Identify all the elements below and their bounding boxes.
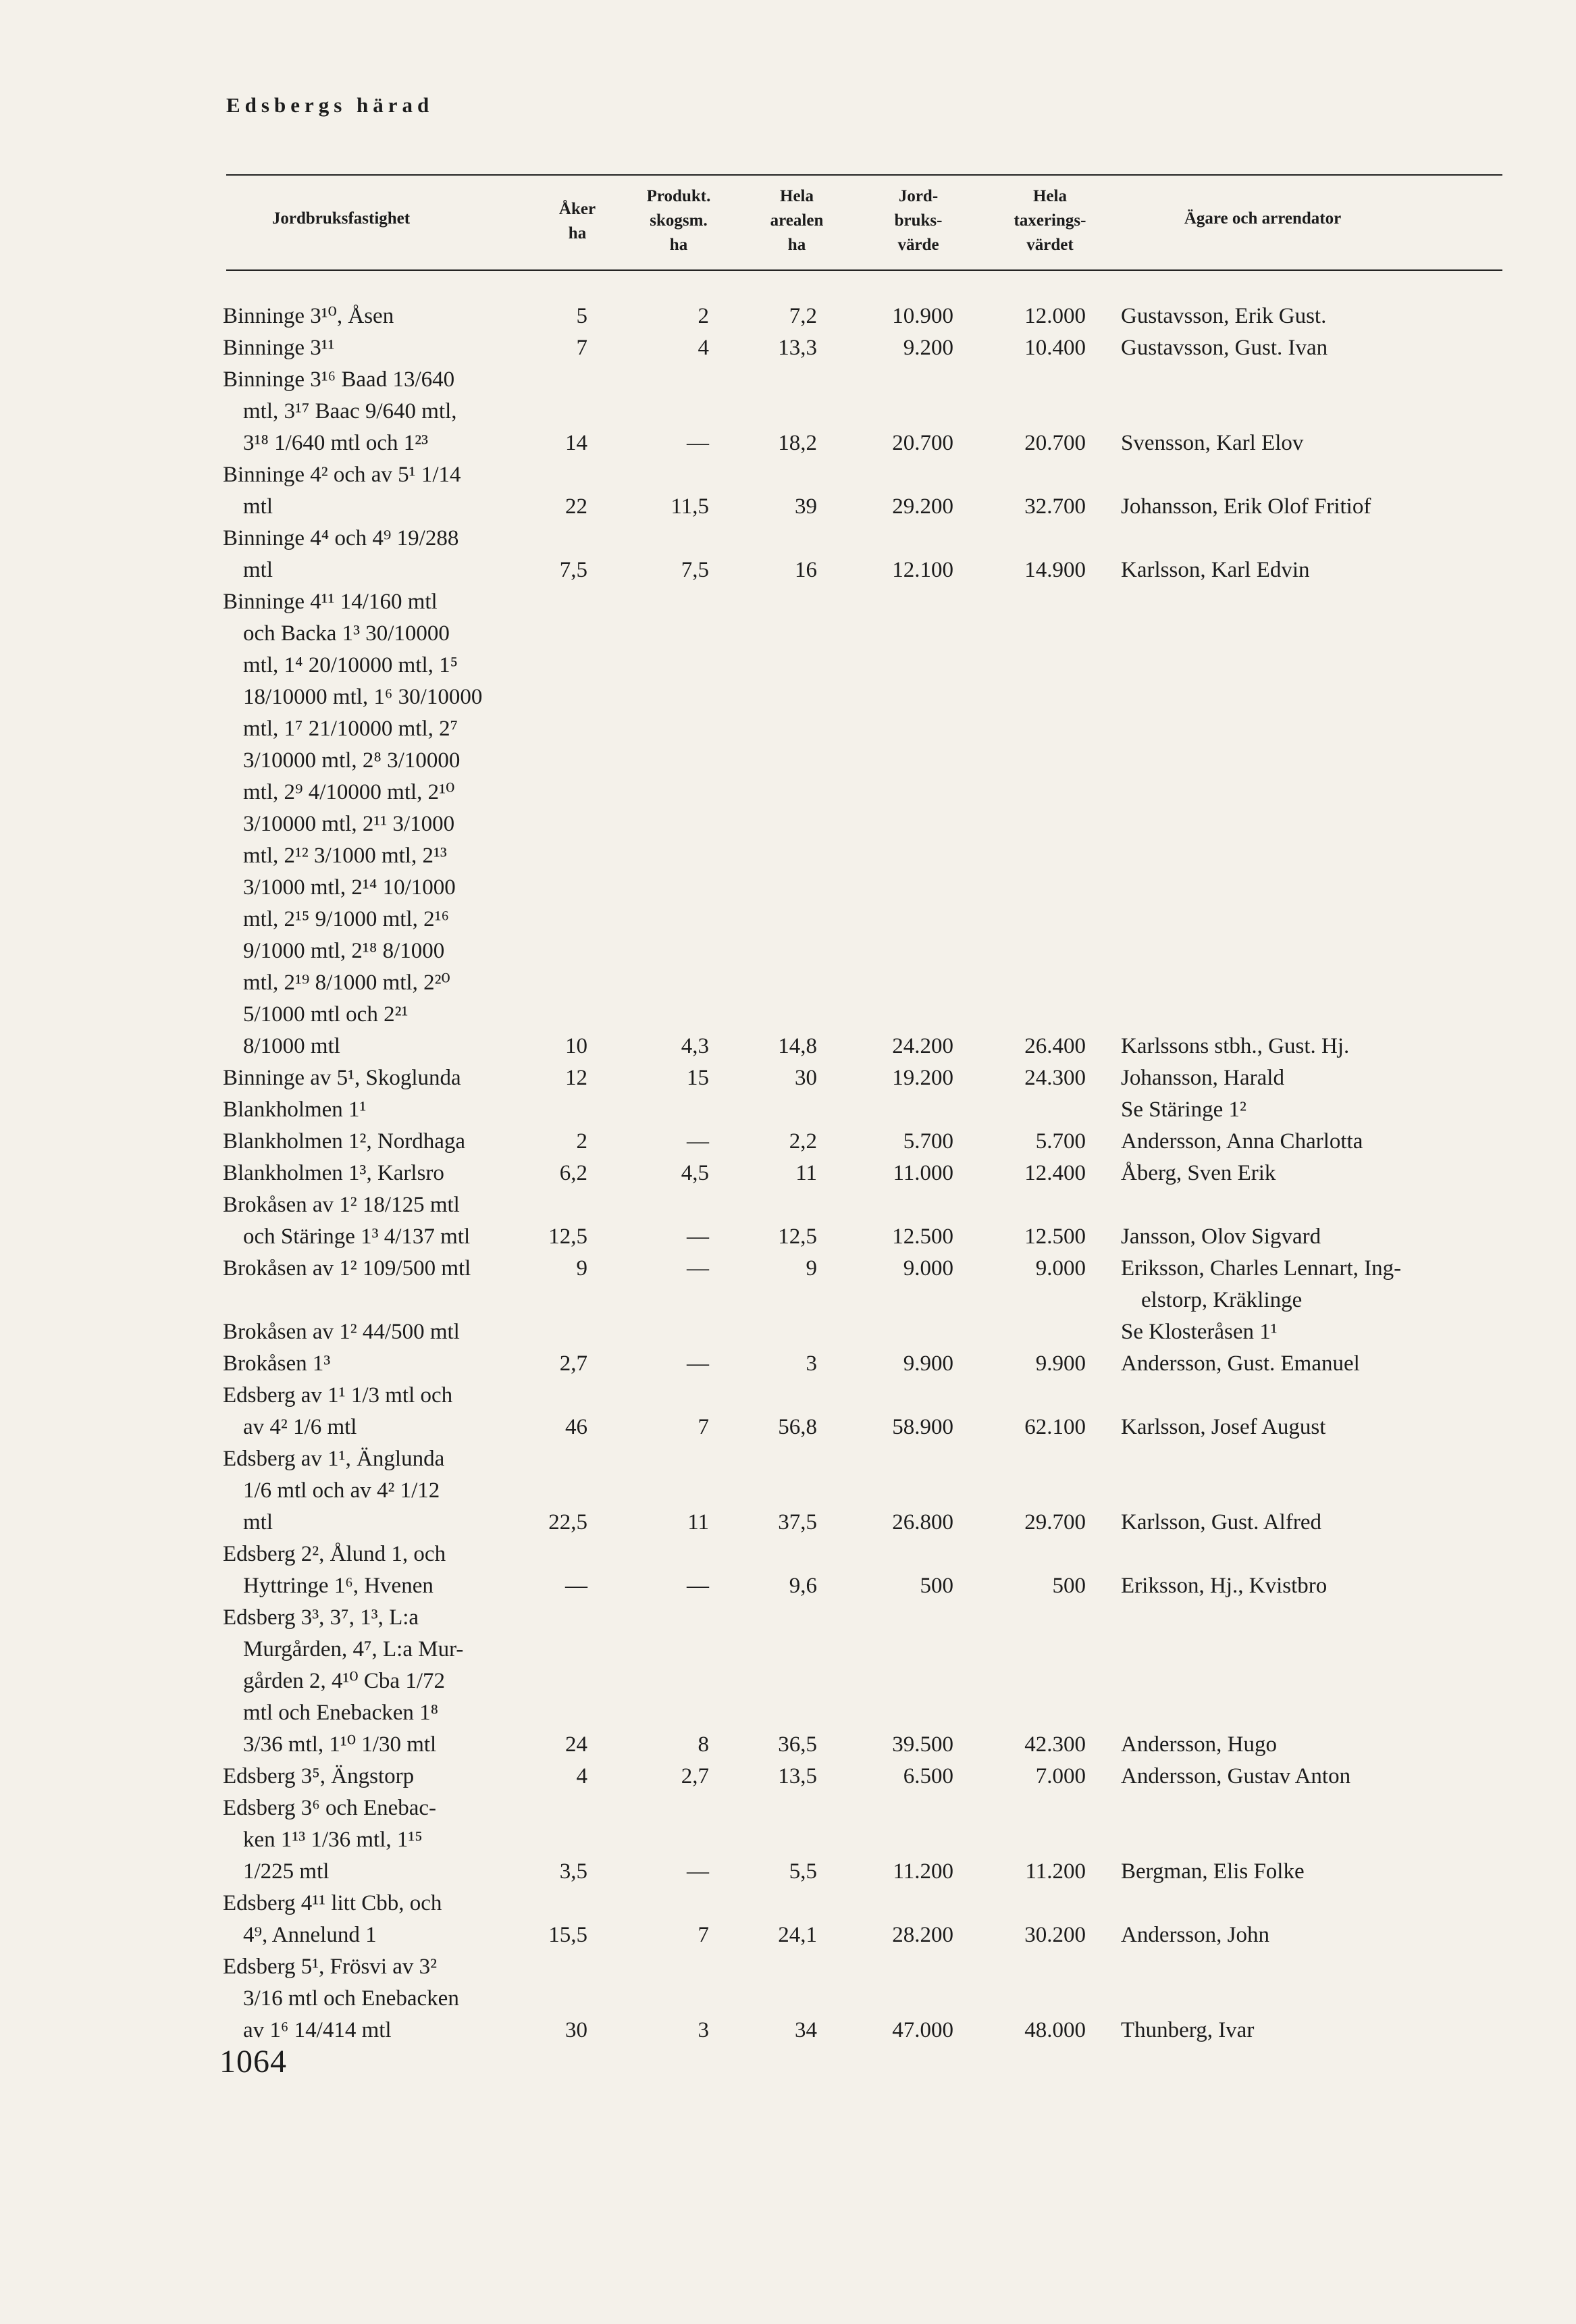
property-name-line: 3/36 mtl, 1¹⁰ 1/30 mtl (243, 1732, 437, 1757)
property-name-line: mtl och Enebacken 1⁸ (243, 1701, 439, 1725)
value-skog: 2 (698, 304, 709, 328)
property-name-line: ken 1¹³ 1/36 mtl, 1¹⁵ (243, 1828, 423, 1852)
value-jord: 11.200 (893, 1859, 953, 1884)
value-aker: — (565, 1574, 587, 1598)
value-jord: 11.000 (893, 1161, 953, 1185)
value-jord: 12.500 (892, 1224, 953, 1249)
owner-name-line: Johansson, Erik Olof Fritiof (1121, 494, 1371, 519)
value-tax: 32.700 (1024, 494, 1086, 519)
owner-name-line: Andersson, Gustav Anton (1121, 1764, 1351, 1788)
value-areal: 9 (806, 1256, 817, 1281)
value-jord: 58.900 (892, 1415, 953, 1439)
property-name-line: 3/10000 mtl, 2¹¹ 3/1000 (243, 812, 455, 836)
col-head-owner: Ägare och arrendator (1184, 209, 1342, 228)
value-jord: 39.500 (892, 1732, 953, 1757)
value-aker: 5 (576, 304, 587, 328)
value-aker: 10 (565, 1034, 587, 1058)
value-areal: 13,3 (778, 336, 817, 360)
col-head-property: Jordbruksfastighet (271, 209, 411, 228)
value-areal: 13,5 (778, 1764, 817, 1788)
property-name-line: Binninge 3¹⁶ Baad 13/640 (223, 367, 455, 392)
value-tax: 62.100 (1024, 1415, 1086, 1439)
property-name-line: Brokåsen av 1² 18/125 mtl (223, 1193, 460, 1217)
value-jord: 9.200 (903, 336, 953, 360)
value-jord: 19.200 (892, 1066, 953, 1090)
value-aker: 12 (565, 1066, 587, 1090)
property-name-line: mtl (243, 1510, 273, 1534)
value-areal: 12,5 (778, 1224, 817, 1249)
owner-name-line: Karlssons stbh., Gust. Hj. (1121, 1034, 1350, 1058)
property-name-line: Binninge 3¹⁰, Åsen (223, 304, 394, 328)
property-name-line: Binninge 4⁴ och 4⁹ 19/288 (223, 526, 459, 550)
property-name-line: Edsberg av 1¹, Änglunda (223, 1447, 445, 1471)
property-name-line: Edsberg 3³, 3⁷, 1³, L:a (223, 1605, 419, 1630)
property-name-line: 18/10000 mtl, 1⁶ 30/10000 (243, 685, 483, 709)
value-jord: 47.000 (892, 2018, 953, 2042)
value-areal: 14,8 (778, 1034, 817, 1058)
value-jord: 500 (920, 1574, 953, 1598)
value-skog: 7,5 (681, 558, 709, 582)
value-areal: 39 (795, 494, 817, 519)
property-name-line: mtl (243, 558, 273, 582)
property-name-line: 3/16 mtl och Enebacken (243, 1986, 459, 2011)
property-name-line: av 4² 1/6 mtl (243, 1415, 357, 1439)
value-tax: 24.300 (1024, 1066, 1086, 1090)
value-skog: — (687, 1351, 709, 1376)
value-aker: 7,5 (559, 558, 587, 582)
property-name-line: 8/1000 mtl (243, 1034, 340, 1058)
value-tax: 9.900 (1035, 1351, 1086, 1376)
value-aker: 7 (576, 336, 587, 360)
property-name-line: Edsberg 3⁵, Ängstorp (223, 1764, 415, 1788)
property-name-line: Binninge 4¹¹ 14/160 mtl (223, 590, 438, 614)
value-skog: 4,3 (681, 1034, 709, 1058)
value-skog: 3 (698, 2018, 709, 2042)
value-aker: 2,7 (559, 1351, 587, 1376)
property-name-line: mtl, 1⁷ 21/10000 mtl, 2⁷ (243, 717, 458, 741)
property-name-line: 1/225 mtl (243, 1859, 330, 1884)
value-tax: 20.700 (1024, 431, 1086, 455)
property-name-line: mtl, 3¹⁷ Baac 9/640 mtl, (243, 399, 457, 423)
owner-name-line: Se Stäringe 1² (1121, 1098, 1246, 1122)
value-areal: 5,5 (789, 1859, 817, 1884)
property-name-line: Edsberg av 1¹ 1/3 mtl och (223, 1383, 453, 1408)
property-name-line: Brokåsen av 1² 44/500 mtl (223, 1320, 460, 1344)
value-aker: 12,5 (548, 1224, 587, 1249)
value-aker: 15,5 (548, 1923, 587, 1947)
value-areal: 3 (806, 1351, 817, 1376)
value-skog: 2,7 (681, 1764, 709, 1788)
owner-name-line: Andersson, John (1121, 1923, 1269, 1947)
value-tax: 48.000 (1024, 2018, 1086, 2042)
value-areal: 9,6 (789, 1574, 817, 1598)
property-name-line: Edsberg 3⁶ och Enebac- (223, 1796, 437, 1820)
value-skog: 7 (698, 1923, 709, 1947)
col-head-areal: Hela arealen ha (770, 187, 824, 254)
property-name-line: Edsberg 5¹, Frösvi av 3² (223, 1955, 438, 1979)
value-tax: 5.700 (1035, 1129, 1086, 1154)
property-name-line: 1/6 mtl och av 4² 1/12 (243, 1478, 440, 1503)
value-skog: — (687, 1256, 709, 1281)
col-head-skog: Produkt. skogsm. ha (646, 187, 711, 254)
owner-name-line: Andersson, Anna Charlotta (1121, 1129, 1363, 1154)
owner-name-line: Eriksson, Charles Lennart, Ing- (1121, 1256, 1402, 1281)
property-name-line: Hyttringe 1⁶, Hvenen (243, 1574, 434, 1598)
value-aker: 24 (565, 1732, 587, 1757)
value-areal: 36,5 (778, 1732, 817, 1757)
owner-name-line: Andersson, Hugo (1121, 1732, 1277, 1757)
value-areal: 16 (795, 558, 817, 582)
value-tax: 12.500 (1024, 1224, 1086, 1249)
value-jord: 24.200 (892, 1034, 953, 1058)
value-areal: 56,8 (778, 1415, 817, 1439)
property-name-line: mtl, 2¹² 3/1000 mtl, 2¹³ (243, 844, 447, 868)
property-name-line: Blankholmen 1¹ (223, 1098, 367, 1122)
owner-name-line: Eriksson, Hj., Kvistbro (1121, 1574, 1328, 1598)
value-tax: 29.700 (1024, 1510, 1086, 1534)
value-jord: 12.100 (892, 558, 953, 582)
value-skog: 15 (687, 1066, 709, 1090)
value-aker: 14 (565, 431, 587, 455)
owner-name-line: Se Klosteråsen 1¹ (1121, 1320, 1278, 1344)
property-name-line: 3¹⁸ 1/640 mtl och 1²³ (243, 431, 429, 455)
value-areal: 18,2 (778, 431, 817, 455)
property-name-line: 3/1000 mtl, 2¹⁴ 10/1000 (243, 875, 456, 900)
property-name-line: Binninge 4² och av 5¹ 1/14 (223, 463, 461, 487)
value-tax: 11.200 (1025, 1859, 1086, 1884)
value-tax: 7.000 (1035, 1764, 1086, 1788)
property-name-line: 4⁹, Annelund 1 (243, 1923, 377, 1947)
value-skog: 11,5 (671, 494, 709, 519)
value-areal: 7,2 (789, 304, 817, 328)
property-name-line: mtl, 1⁴ 20/10000 mtl, 1⁵ (243, 653, 458, 677)
property-name-line: Brokåsen 1³ (223, 1351, 331, 1376)
value-tax: 14.900 (1024, 558, 1086, 582)
property-name-line: mtl, 2⁹ 4/10000 mtl, 2¹⁰ (243, 780, 455, 804)
property-name-line: mtl (243, 494, 273, 519)
property-name-line: och Backa 1³ 30/10000 (243, 621, 450, 646)
value-tax: 42.300 (1024, 1732, 1086, 1757)
owner-name-line: Bergman, Elis Folke (1121, 1859, 1305, 1884)
value-areal: 11 (795, 1161, 817, 1185)
value-jord: 9.900 (903, 1351, 953, 1376)
property-name-line: mtl, 2¹⁵ 9/1000 mtl, 2¹⁶ (243, 907, 449, 931)
value-skog: 11 (687, 1510, 709, 1534)
value-jord: 9.000 (903, 1256, 953, 1281)
value-tax: 500 (1052, 1574, 1086, 1598)
value-skog: 8 (698, 1732, 709, 1757)
value-skog: — (687, 431, 709, 455)
property-name-line: av 1⁶ 14/414 mtl (243, 2018, 392, 2042)
value-tax: 12.000 (1024, 304, 1086, 328)
value-tax: 26.400 (1024, 1034, 1086, 1058)
owner-name-line: elstorp, Kräklinge (1141, 1288, 1303, 1312)
property-name-line: och Stäringe 1³ 4/137 mtl (243, 1224, 471, 1249)
value-areal: 24,1 (778, 1923, 817, 1947)
property-name-line: 5/1000 mtl och 2²¹ (243, 1002, 409, 1027)
property-name-line: Edsberg 2², Ålund 1, och (223, 1542, 446, 1566)
value-aker: 4 (576, 1764, 587, 1788)
property-name-line: Brokåsen av 1² 109/500 mtl (223, 1256, 471, 1281)
owner-name-line: Andersson, Gust. Emanuel (1121, 1351, 1360, 1376)
value-aker: 2 (576, 1129, 587, 1154)
value-jord: 20.700 (892, 431, 953, 455)
owner-name-line: Thunberg, Ivar (1121, 2018, 1255, 2042)
value-areal: 34 (795, 2018, 817, 2042)
running-head: Edsbergs härad (226, 93, 434, 117)
owner-name-line: Jansson, Olov Sigvard (1121, 1224, 1321, 1249)
value-skog: — (687, 1224, 709, 1249)
property-name-line: Binninge 3¹¹ (223, 336, 335, 360)
value-areal: 37,5 (778, 1510, 817, 1534)
value-aker: 6,2 (559, 1161, 587, 1185)
value-aker: 22 (565, 494, 587, 519)
property-name-line: Edsberg 4¹¹ litt Cbb, och (223, 1891, 442, 1915)
owner-name-line: Svensson, Karl Elov (1121, 431, 1304, 455)
value-jord: 29.200 (892, 494, 953, 519)
owner-name-line: Åberg, Sven Erik (1121, 1161, 1276, 1185)
value-tax: 30.200 (1024, 1923, 1086, 1947)
property-name-line: 9/1000 mtl, 2¹⁸ 8/1000 (243, 939, 445, 963)
owner-name-line: Gustavsson, Gust. Ivan (1121, 336, 1328, 360)
owner-name-line: Karlsson, Karl Edvin (1121, 558, 1310, 582)
value-jord: 26.800 (892, 1510, 953, 1534)
property-name-line: gården 2, 4¹⁰ Cba 1/72 (243, 1669, 445, 1693)
value-jord: 6.500 (903, 1764, 953, 1788)
value-jord: 10.900 (892, 304, 953, 328)
col-head-jord: Jord- bruks- värde (894, 187, 943, 254)
property-name-line: 3/10000 mtl, 2⁸ 3/10000 (243, 748, 461, 773)
property-name-line: Blankholmen 1³, Karlsro (223, 1161, 444, 1185)
value-skog: — (687, 1129, 709, 1154)
owner-name-line: Johansson, Harald (1121, 1066, 1284, 1090)
property-name-line: mtl, 2¹⁹ 8/1000 mtl, 2²⁰ (243, 971, 450, 995)
value-aker: 9 (576, 1256, 587, 1281)
value-aker: 46 (565, 1415, 587, 1439)
owner-name-line: Gustavsson, Erik Gust. (1121, 304, 1327, 328)
value-jord: 5.700 (903, 1129, 953, 1154)
col-head-tax: Hela taxerings- värdet (1014, 187, 1086, 254)
value-areal: 30 (795, 1066, 817, 1090)
value-tax: 12.400 (1024, 1161, 1086, 1185)
value-skog: 7 (698, 1415, 709, 1439)
property-name-line: Blankholmen 1², Nordhaga (223, 1129, 466, 1154)
value-tax: 9.000 (1035, 1256, 1086, 1281)
owner-name-line: Karlsson, Josef August (1121, 1415, 1326, 1439)
value-aker: 3,5 (559, 1859, 587, 1884)
value-aker: 22,5 (548, 1510, 587, 1534)
page-number: 1064 (219, 2044, 287, 2080)
value-aker: 30 (565, 2018, 587, 2042)
property-name-line: Binninge av 5¹, Skoglunda (223, 1066, 461, 1090)
col-head-aker: Åker ha (558, 200, 596, 242)
value-areal: 2,2 (789, 1129, 817, 1154)
value-skog: — (687, 1859, 709, 1884)
property-name-line: Murgården, 4⁷, L:a Mur- (243, 1637, 464, 1661)
value-skog: 4 (698, 336, 709, 360)
value-skog: — (687, 1574, 709, 1598)
owner-name-line: Karlsson, Gust. Alfred (1121, 1510, 1321, 1534)
value-tax: 10.400 (1024, 336, 1086, 360)
value-jord: 28.200 (892, 1923, 953, 1947)
value-skog: 4,5 (681, 1161, 709, 1185)
